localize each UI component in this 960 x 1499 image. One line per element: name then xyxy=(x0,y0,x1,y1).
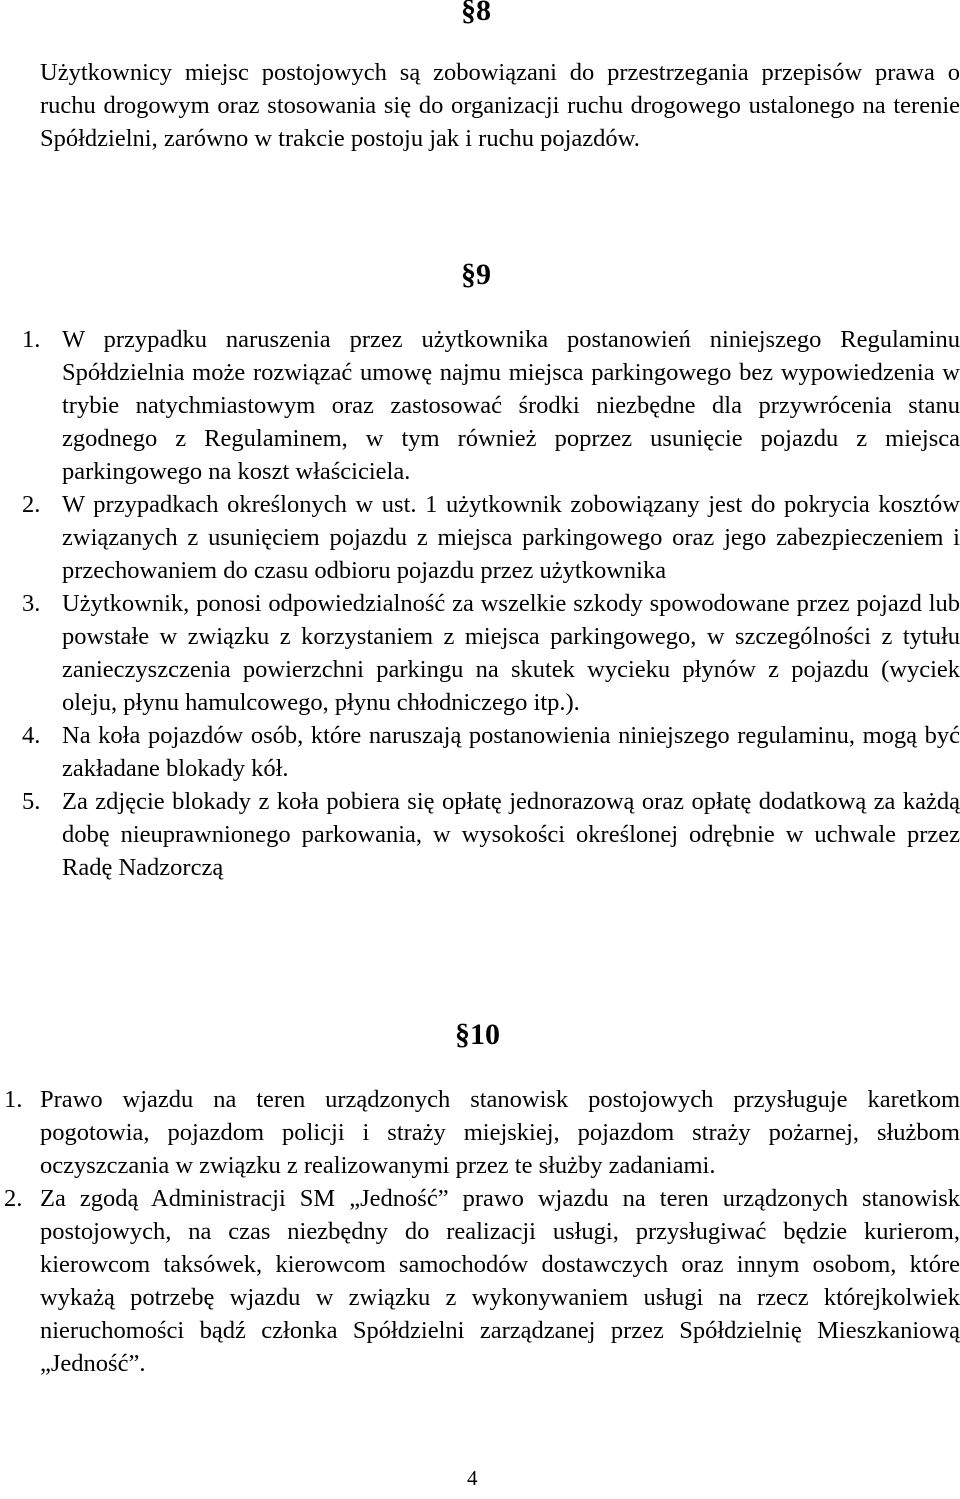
list-item xyxy=(22,488,960,587)
list-item-text: Na koła pojazdów osób, które naruszają postanowienia niniejszego regulaminu, mogą być zakładane blokady kół. xyxy=(62,722,960,782)
list-item xyxy=(22,719,960,785)
section-9-list xyxy=(22,323,960,884)
section-heading-10: §10 xyxy=(455,1018,500,1051)
list-item xyxy=(4,1083,960,1182)
list-item-number: 1. xyxy=(4,1086,23,1113)
list-item-text: W przypadku naruszenia przez użytkownika postanowień niniejszego Regulaminu Spółdzielnia może rozwiązać umowę najmu miejsca parkingowego bez wypowiedzenia w trybie natychmiastowym oraz zastosować środki niezbędne dla przywrócenia stanu zgodnego z Regulaminem, w tym również poprzez usunięcie pojazdu z miejsca parkingowego na koszt właściciela. xyxy=(62,326,960,485)
section-heading-9: §9 xyxy=(461,258,491,291)
list-item xyxy=(22,785,960,884)
list-item-text: Prawo wjazdu na teren urządzonych stanowisk postojowych przysługuje karetkom pogotowia, pojazdom policji i straży miejskiej, pojazdom straży pożarnej, służbom oczyszczania w związku z realizowanymi przez te służby zadaniami. xyxy=(40,1086,960,1179)
list-item-number: 4. xyxy=(22,722,41,749)
list-item xyxy=(22,587,960,719)
list-item-text: W przypadkach określonych w ust. 1 użytkownik zobowiązany jest do pokrycia kosztów związanych z usunięciem pojazdu z miejsca parkingowego oraz jego zabezpieczeniem i przechowaniem do czasu odbioru pojazdu przez użytkownika xyxy=(62,491,960,584)
list-item xyxy=(22,323,960,488)
page-number: 4 xyxy=(467,1466,478,1490)
section-8-paragraph: Użytkownicy miejsc postojowych są zobowiązani do przestrzegania przepisów prawa o ruchu drogowym oraz stosowania się do organizacji ruchu drogowego ustalonego na terenie Spółdzielni, zarówno w trakcie postoju jak i ruchu pojazdów. xyxy=(40,59,960,152)
section-10-list xyxy=(4,1083,960,1380)
list-item-number: 5. xyxy=(22,788,41,815)
section-heading-8: §8 xyxy=(461,0,491,27)
list-item-text: Za zgodą Administracji SM „Jedność” prawo wjazdu na teren urządzonych stanowisk postojowych, na czas niezbędny do realizacji usługi, przysługiwać będzie kurierom, kierowcom taksówek, kierowcom samochodów dostawczych oraz innym osobom, które wykażą potrzebę wjazdu w związku z wykonywaniem usługi na rzecz którejkolwiek nieruchomości bądź członka Spółdzielni zarządzanej przez Spółdzielnię Mieszkaniową „Jedność”. xyxy=(40,1185,960,1377)
list-item-text: Za zdjęcie blokady z koła pobiera się opłatę jednorazową oraz opłatę dodatkową za każdą dobę nieuprawnionego parkowania, w wysokości określonej odrębnie w uchwale przez Radę Nadzorczą xyxy=(62,788,960,881)
list-item xyxy=(4,1182,960,1380)
list-item-number: 2. xyxy=(4,1185,23,1212)
list-item-number: 1. xyxy=(22,326,41,353)
list-item-text: Użytkownik, ponosi odpowiedzialność za wszelkie szkody spowodowane przez pojazd lub powstałe w związku z korzystaniem z miejsca parkingowego, w szczególności z tytułu zanieczyszczenia powierzchni parkingu na skutek wycieku płynów z pojazdu (wyciek oleju, płynu hamulcowego, płynu chłodniczego itp.). xyxy=(62,590,960,716)
list-item-number: 3. xyxy=(22,590,41,617)
list-item-number: 2. xyxy=(22,491,41,518)
